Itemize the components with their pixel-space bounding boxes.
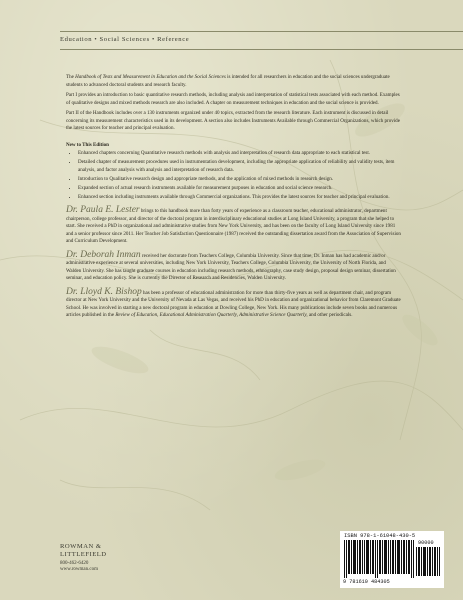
ean-digits: 9 781610 484305 — [343, 579, 390, 585]
category-rule — [60, 49, 463, 50]
intro-paragraph-3: Part II of the Handbook includes over a 130 instruments organized under 40 topics, extracted from the research literature. Each instrument is discussed in detail concerning its measurement characteristics used in its development. A section also includes Instruments Available through Commercial Organizations, which provide the latest sources for teacher and principal evaluation. — [66, 110, 400, 131]
cover-copy — [66, 74, 402, 320]
price-barcode-bars — [416, 547, 440, 576]
top-rule — [60, 31, 463, 32]
intro-paragraph-1: The Handbook of Tests and Measurement in Education and the Social Sciences is intended for all researchers in education and the social sciences undergraduate students to advanced doctoral students and research faculty. — [66, 74, 390, 88]
journal-list: Review of Education, Educational Administration Quarterly, Administrative Science Quarterly, — [115, 312, 308, 319]
price-code: 90000 — [418, 540, 434, 546]
list-item: • Introduction to Qualitative research design and appropriate methods, and the application of mixed methods in research design. — [78, 176, 402, 184]
category-line: Education • Social Sciences • Reference — [60, 36, 190, 43]
list-item: • Enhanced section including instruments available through Commercial organizations. This provides the latest sources for teacher and principal evaluation. — [78, 194, 402, 202]
publisher-contact — [60, 561, 98, 574]
author-name: Dr. Lloyd K. Bishop — [66, 286, 142, 297]
author-bio-lester: Dr. Paula E. Lester brings to this handbook more than forty years of experience as a classroom teacher, educational administrator, department chairperson, college professor, and director of the doctoral program in interdisciplinary educational studies at Long Island University, a program that she helped to start. She received a PhD in organizational and administrative studies from New York University, and has been on the faculty of Long Island University since 1981 and a senior professor since 2011. Her Teacher Job Satisfaction Questionnaire (1987) received the outstanding dissertation award from the Association of Supervision and Curriculum Development. — [66, 205, 401, 245]
ean-barcode-bars — [344, 540, 414, 578]
list-item: • Expanded section of actual research instruments available for measurement purposes in education and social science research. — [78, 185, 402, 193]
list-item: • Detailed chapter of measurement procedures used in instrumentation development, including the appropriate application of reliability and validity tests, item analysis, and factor analysis with analysis and interpretation of research data. — [78, 159, 402, 174]
isbn-barcode — [340, 531, 444, 588]
isbn-text: ISBN 978-1-61048-430-5 — [344, 533, 416, 539]
publisher-logo: ROWMAN & LITTLEFIELD — [60, 543, 107, 558]
author-name: Dr. Paula E. Lester — [66, 205, 140, 216]
author-bio-inman: Dr. Deborah Inman received her doctorate from Teachers College, Columbia University. Since that time, Dr. Inman has had academic and/or administrative experience at several universities, including New York University, Teachers College, Columbia University, the University of North Florida, and Walden University. She has taught graduate courses in education including research methods, ethnography, case study design, proposal design seminar, dissertation seminar, and education policy. She is currently the Director of Research and Residencies, Walden University. — [66, 249, 396, 282]
handbook-title: Handbook of Tests and Measurement in Education and the Social Sciences — [75, 74, 226, 80]
author-bio-bishop: Dr. Lloyd K. Bishop has been a professor of educational administration for more than thirty-five years as well as department chair, and program director at New York University and the University of Nevada at Las Vegas, and received his PhD in education and organizational behavior from Claremont Graduate School. He was involved in starting a new doctoral program in education at Dowling College, New York. His many publications include seven books and numerous articles published in the Review of Education, Educational Administration Quarterly, Administrative Science Quarterly, and other periodicals. — [66, 286, 401, 319]
author-name: Dr. Deborah Inman — [66, 249, 141, 260]
list-item: • Enhanced chapters concerning Quantitative research methods with analysis and interpretation of research data appropriate to each statistical test. — [78, 150, 402, 158]
intro-paragraph-2: Part I provides an introduction to basic quantitative research methods, including analysis and interpretation of statistical tests associated with each method. Examples of qualitative designs and mixed methods research are also included. A chapter on measurement techniques in education and the social science is provided. — [66, 92, 400, 106]
new-edition-heading: New to This Edition — [66, 141, 109, 148]
new-edition-list — [66, 150, 402, 201]
publisher-website: www.rowman.com — [60, 567, 99, 573]
publisher-phone: 800-462-6420 — [60, 561, 89, 566]
